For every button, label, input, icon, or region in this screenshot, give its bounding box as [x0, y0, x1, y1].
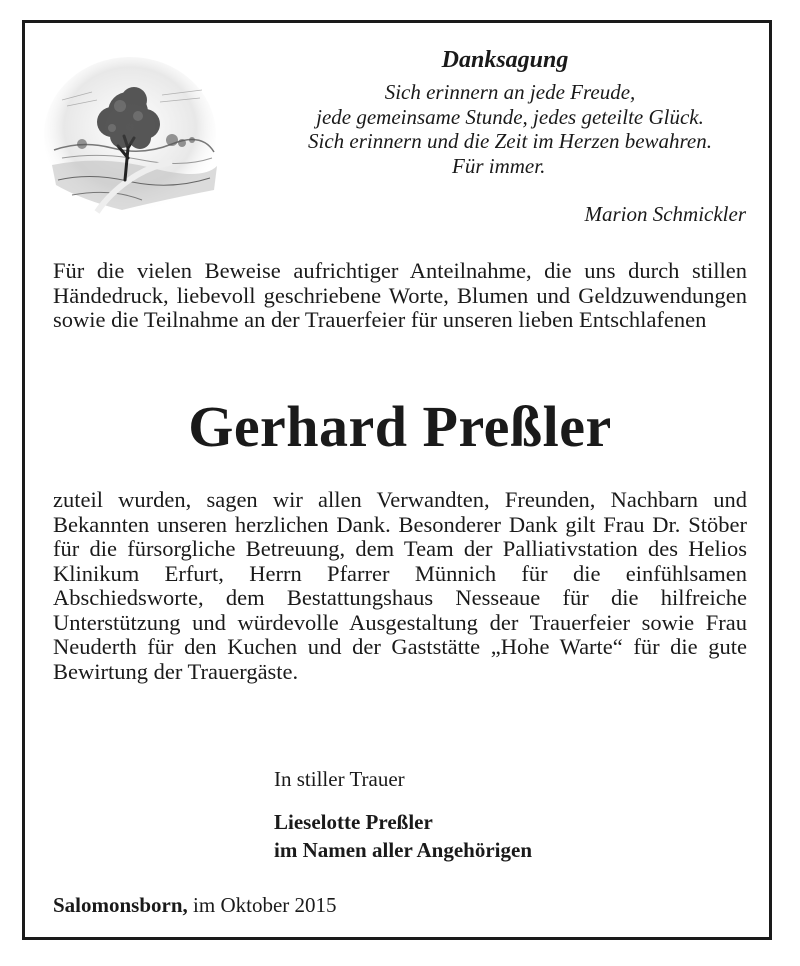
poem-line: Sich erinnern an jede Freude, [384, 80, 636, 104]
signature-line2: im Namen aller Angehörigen [274, 838, 533, 862]
date-text: im Oktober 2015 [193, 893, 337, 917]
intro-paragraph: Für die vielen Beweise aufrichtiger Anteilnahme, die uns durch stillen Händedruck, liebevoll geschriebene Worte, Blumen und Geldzuwendungen sowie die Teilnahme an der Trauerfeier für unseren lieben Entschlafenen [53, 258, 747, 332]
closing-line: In stiller Trauer [274, 767, 405, 791]
poem-author: Marion Schmickler [584, 202, 746, 226]
poem-line: Für immer. [452, 153, 546, 178]
heading-danksagung: Danksagung [441, 47, 569, 73]
signature-name: Lieselotte Preßler [274, 810, 433, 834]
poem-line: Sich erinnern und die Zeit im Herzen bewahren. [308, 129, 712, 153]
place-name: Salomonsborn, [53, 893, 188, 917]
signature [274, 808, 532, 864]
thanks-paragraph: zuteil wurden, sagen wir allen Verwandten, Freunden, Nachbarn und Bekannten unseren herzlichen Dank. Besonderer Dank gilt Frau Dr. Stöber für die fürsorgliche Betreuung, dem Team der Palliativstation des Helios Klinikum Erfurt, Herrn Pfarrer Münnich für die einfühlsamen Abschiedsworte, dem Bestattungshaus Nesseaue für die hilfreiche Unterstützung und würdevolle Ausgestaltung der Trauerfeier sowie Frau Neuderth für den Kuchen und der Gaststätte „Hohe Warte“ für die gute Bewirtung der Trauergäste. [53, 487, 747, 684]
place-date [53, 893, 337, 918]
deceased-name: Gerhard Preßler [188, 394, 612, 459]
tree-landscape-icon [42, 40, 222, 220]
poem [250, 80, 770, 178]
poem-line: jede gemeinsame Stunde, jedes geteilte Glück. [316, 104, 704, 129]
